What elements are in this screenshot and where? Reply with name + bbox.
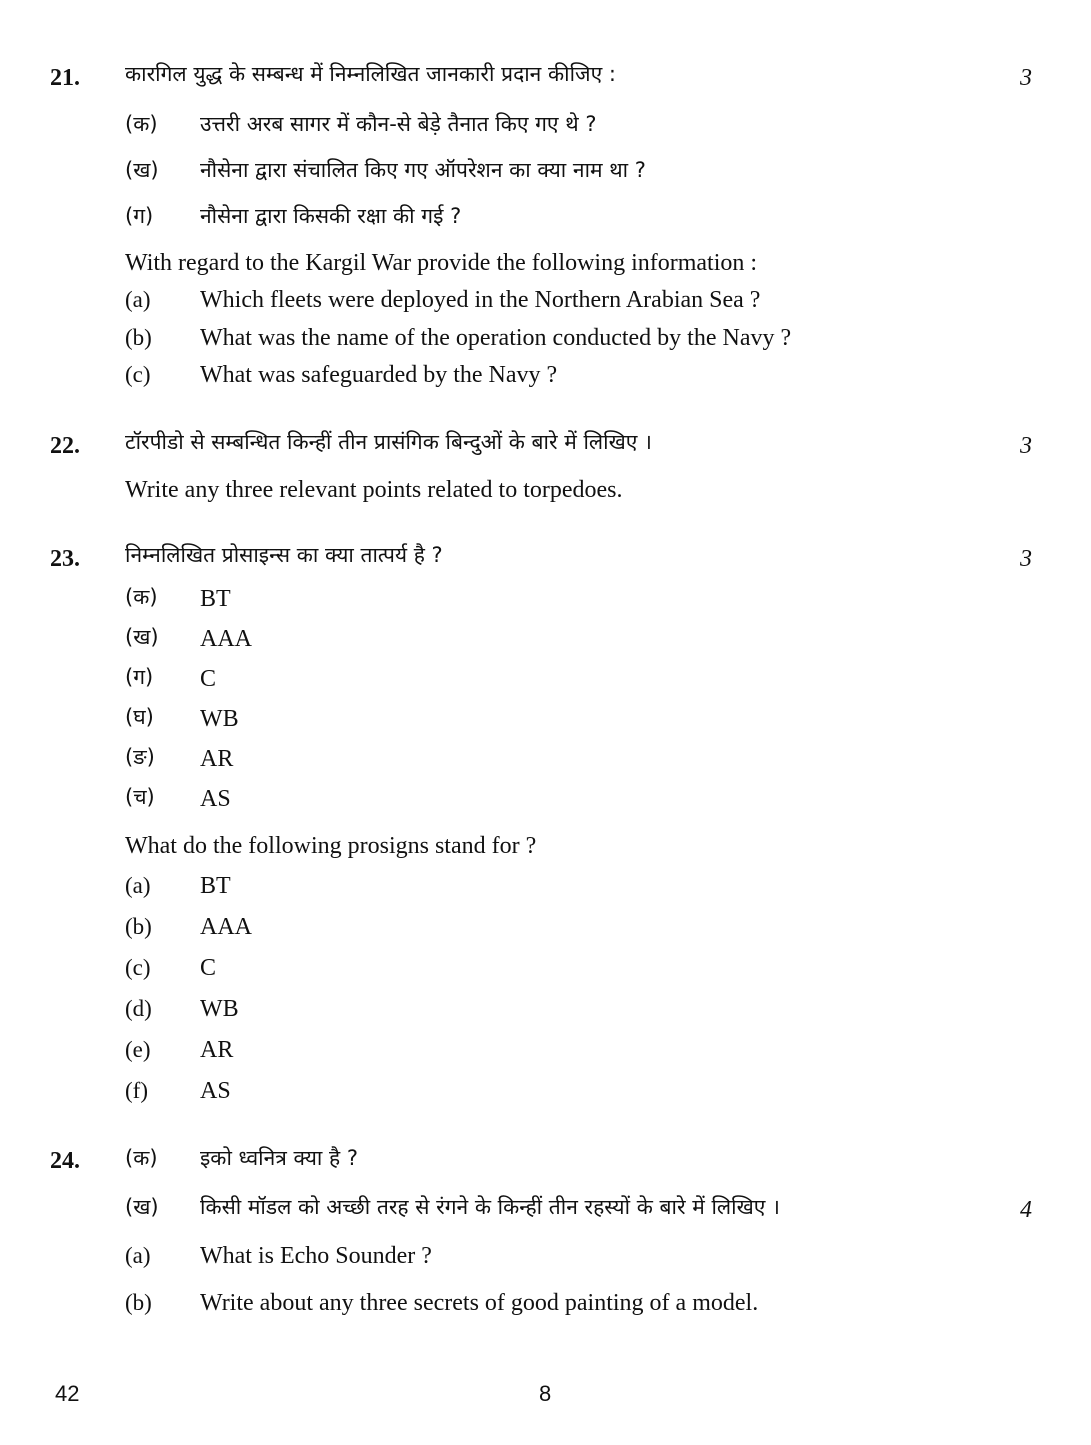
item-text: नौसेना द्वारा किसकी रक्षा की गई ? — [200, 204, 462, 228]
page-number: 8 — [539, 1381, 552, 1406]
item-text: किसी मॉडल को अच्छी तरह से रंगने के किन्हीं तीन रहस्यों के बारे में लिखिए । — [200, 1195, 780, 1219]
item-text: Which fleets were deployed in the Northern Arabian Sea ? — [200, 287, 761, 313]
item-text: AR — [200, 746, 234, 772]
question-number: 21. — [50, 65, 80, 91]
paper-code: 42 — [55, 1381, 80, 1406]
item-text: What is Echo Sounder ? — [200, 1243, 432, 1269]
question-marks: 3 — [1020, 546, 1032, 572]
item-label: (b) — [125, 914, 152, 939]
item-label: (ख) — [125, 625, 159, 649]
item-label: (ख) — [125, 1195, 159, 1219]
item-text: What was safeguarded by the Navy ? — [200, 362, 558, 388]
item-text: AS — [200, 786, 231, 812]
item-text: AR — [200, 1037, 234, 1063]
item-text: उत्तरी अरब सागर में कौन-से बेड़े तैनात किए गए थे ? — [200, 112, 597, 136]
item-label: (क) — [125, 112, 158, 136]
question-marks: 3 — [1020, 433, 1032, 459]
item-label: (a) — [125, 873, 151, 898]
item-text: इको ध्वनित्र क्या है ? — [200, 1146, 358, 1170]
question-number: 24. — [50, 1148, 80, 1174]
item-text: BT — [200, 586, 231, 612]
item-label: (ग) — [125, 204, 154, 228]
question-stem-hindi: कारगिल युद्ध के सम्बन्ध में निम्नलिखित जानकारी प्रदान कीजिए : — [125, 62, 616, 86]
question-marks: 3 — [1020, 65, 1032, 91]
question-stem-hindi: टॉरपीडो से सम्बन्धित किन्हीं तीन प्रासंगिक बिन्दुओं के बारे में लिखिए । — [125, 430, 653, 454]
question-number: 22. — [50, 433, 80, 459]
item-text: C — [200, 955, 217, 981]
question-number: 23. — [50, 546, 80, 572]
item-label: (a) — [125, 287, 151, 312]
item-label: (क) — [125, 585, 158, 609]
item-label: (ङ) — [125, 745, 155, 769]
item-label: (च) — [125, 785, 155, 809]
item-label: (f) — [125, 1078, 148, 1103]
item-text: Write about any three secrets of good painting of a model. — [200, 1290, 759, 1316]
item-label: (ग) — [125, 665, 154, 689]
item-label: (e) — [125, 1037, 151, 1062]
question-stem-english: Write any three relevant points related to torpedoes. — [125, 477, 623, 503]
item-text: WB — [200, 996, 239, 1022]
item-label: (b) — [125, 325, 152, 350]
item-text: WB — [200, 706, 239, 732]
item-label: (a) — [125, 1243, 151, 1268]
item-text: BT — [200, 873, 231, 899]
item-label: (c) — [125, 362, 151, 387]
item-text: AAA — [200, 914, 252, 940]
question-stem-english: With regard to the Kargil War provide the following information : — [125, 250, 758, 276]
item-text: C — [200, 666, 217, 692]
item-text: What was the name of the operation conducted by the Navy ? — [200, 325, 792, 351]
item-label: (क) — [125, 1146, 158, 1170]
item-label: (ख) — [125, 158, 159, 182]
question-stem-hindi: निम्नलिखित प्रोसाइन्स का क्या तात्पर्य है ? — [125, 543, 443, 567]
item-text: AAA — [200, 626, 252, 652]
item-label: (b) — [125, 1290, 152, 1315]
item-label: (c) — [125, 955, 151, 980]
item-label: (d) — [125, 996, 152, 1021]
item-text: AS — [200, 1078, 231, 1104]
question-stem-english: What do the following prosigns stand for ? — [125, 833, 537, 859]
question-marks: 4 — [1020, 1197, 1032, 1223]
item-label: (घ) — [125, 705, 154, 729]
item-text: नौसेना द्वारा संचालित किए गए ऑपरेशन का क्या नाम था ? — [200, 158, 646, 182]
